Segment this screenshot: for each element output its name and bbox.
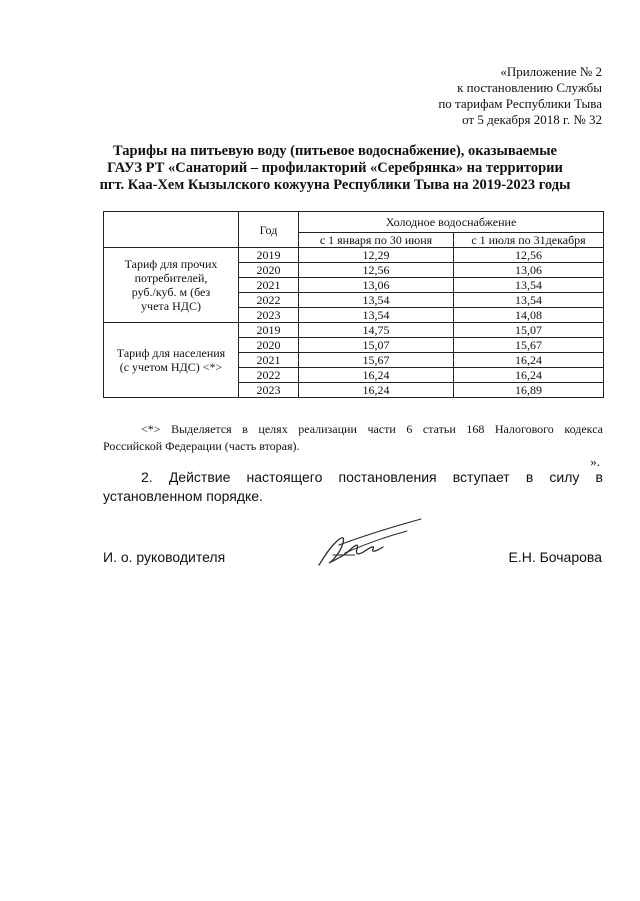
cell-value: 13,06 (299, 278, 454, 293)
cell-year: 2019 (239, 323, 299, 338)
tariff-table (103, 211, 604, 398)
cell-year: 2022 (239, 368, 299, 383)
cell-year: 2020 (239, 263, 299, 278)
header-year: Год (239, 212, 299, 248)
cell-year: 2021 (239, 353, 299, 368)
header-period-1: с 1 января по 30 июня (299, 233, 454, 248)
header-empty-cell (104, 212, 239, 248)
paragraph-2 (103, 468, 603, 506)
signatory-position: И. о. руководителя (103, 549, 226, 565)
cell-value: 16,24 (454, 353, 604, 368)
closing-quote: ». (590, 454, 600, 469)
cell-year: 2020 (239, 338, 299, 353)
cell-value: 13,54 (299, 293, 454, 308)
cell-value: 15,67 (299, 353, 454, 368)
cell-value: 14,75 (299, 323, 454, 338)
cell-value: 13,54 (299, 308, 454, 323)
appendix-line: по тарифам Республики Тыва (438, 96, 602, 111)
appendix-reference (438, 64, 602, 128)
signatory-name: Е.Н. Бочарова (508, 549, 602, 565)
cell-value: 13,54 (454, 293, 604, 308)
appendix-line: от 5 декабря 2018 г. № 32 (462, 112, 602, 127)
table-row (104, 248, 604, 263)
table-row (104, 323, 604, 338)
cell-value: 16,24 (454, 368, 604, 383)
appendix-line: «Приложение № 2 (500, 64, 602, 79)
paragraph-line: 2. Действие настоящего постановления вступает в силу в (141, 469, 603, 485)
title-line: пгт. Каа-Хем Кызылского кожууна Республики Тыва на 2019-2023 годы (99, 177, 571, 193)
cell-value: 15,07 (454, 323, 604, 338)
cell-value: 15,07 (299, 338, 454, 353)
header-period-2: с 1 июля по 31декабря (454, 233, 604, 248)
cell-value: 13,54 (454, 278, 604, 293)
cell-value: 13,06 (454, 263, 604, 278)
cell-value: 12,29 (299, 248, 454, 263)
header-cold-water: Холодное водоснабжение (299, 212, 604, 233)
cell-year: 2019 (239, 248, 299, 263)
handwritten-signature (315, 515, 425, 575)
footnote-line: <*> Выделяется в целях реализации части 6 статьи 168 Налогового кодекса (141, 422, 603, 436)
group-label-population: Тариф для населения (с учетом НДС) <*> (104, 323, 239, 398)
cell-year: 2022 (239, 293, 299, 308)
footnote-line: Российской Федерации (часть вторая). (103, 439, 300, 453)
cell-value: 16,24 (299, 368, 454, 383)
cell-year: 2021 (239, 278, 299, 293)
group-label-other-consumers: Тариф для прочих потребителей, руб./куб. м (без учета НДС) (104, 248, 239, 323)
document-title (60, 143, 610, 194)
cell-value: 15,67 (454, 338, 604, 353)
title-line: ГАУЗ РТ «Санаторий – профилакторий «Серебрянка» на территории (107, 160, 563, 176)
cell-value: 16,24 (299, 383, 454, 398)
cell-value: 16,89 (454, 383, 604, 398)
cell-value: 12,56 (454, 248, 604, 263)
cell-value: 14,08 (454, 308, 604, 323)
appendix-line: к постановлению Службы (457, 80, 602, 95)
cell-year: 2023 (239, 308, 299, 323)
title-line: Тарифы на питьевую воду (питьевое водоснабжение), оказываемые (113, 143, 557, 159)
cell-year: 2023 (239, 383, 299, 398)
cell-value: 12,56 (299, 263, 454, 278)
footnote (103, 421, 603, 455)
paragraph-line: установленном порядке. (103, 488, 263, 504)
